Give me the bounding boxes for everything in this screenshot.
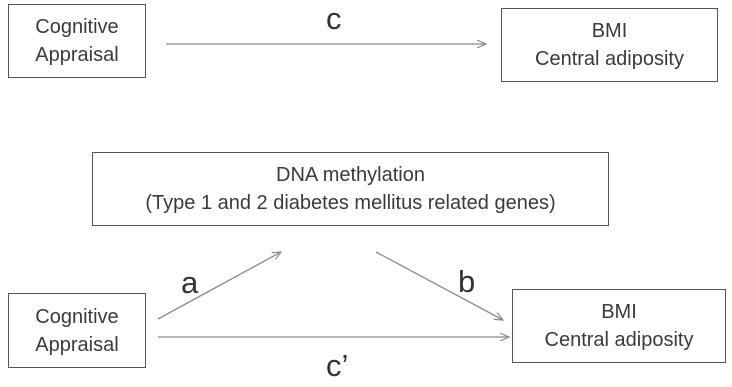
- top-predictor-line1: Cognitive: [35, 16, 119, 38]
- top-outcome-line1: BMI: [591, 20, 628, 42]
- path-a-arrow: [158, 252, 281, 319]
- mediator-line2: (Type 1 and 2 diabetes mellitus related genes): [145, 192, 556, 214]
- mediation-predictor-line2: Appraisal: [35, 333, 119, 356]
- mediation-outcome-line2: Central adiposity: [544, 329, 694, 351]
- path-c-prime-label: c’: [326, 348, 349, 383]
- top-outcome-line2: Central adiposity: [535, 48, 684, 70]
- mediation-outcome-line1: BMI: [601, 301, 637, 323]
- top-predictor-line2: Appraisal: [35, 44, 119, 66]
- path-a-label: a: [181, 265, 199, 300]
- path-c-label: c: [326, 1, 342, 36]
- path-b-label: b: [458, 264, 476, 299]
- mediator-line1: DNA methylation: [276, 164, 425, 186]
- mediation-predictor-line1: Cognitive: [35, 305, 119, 328]
- path-b-arrow: [376, 252, 503, 320]
